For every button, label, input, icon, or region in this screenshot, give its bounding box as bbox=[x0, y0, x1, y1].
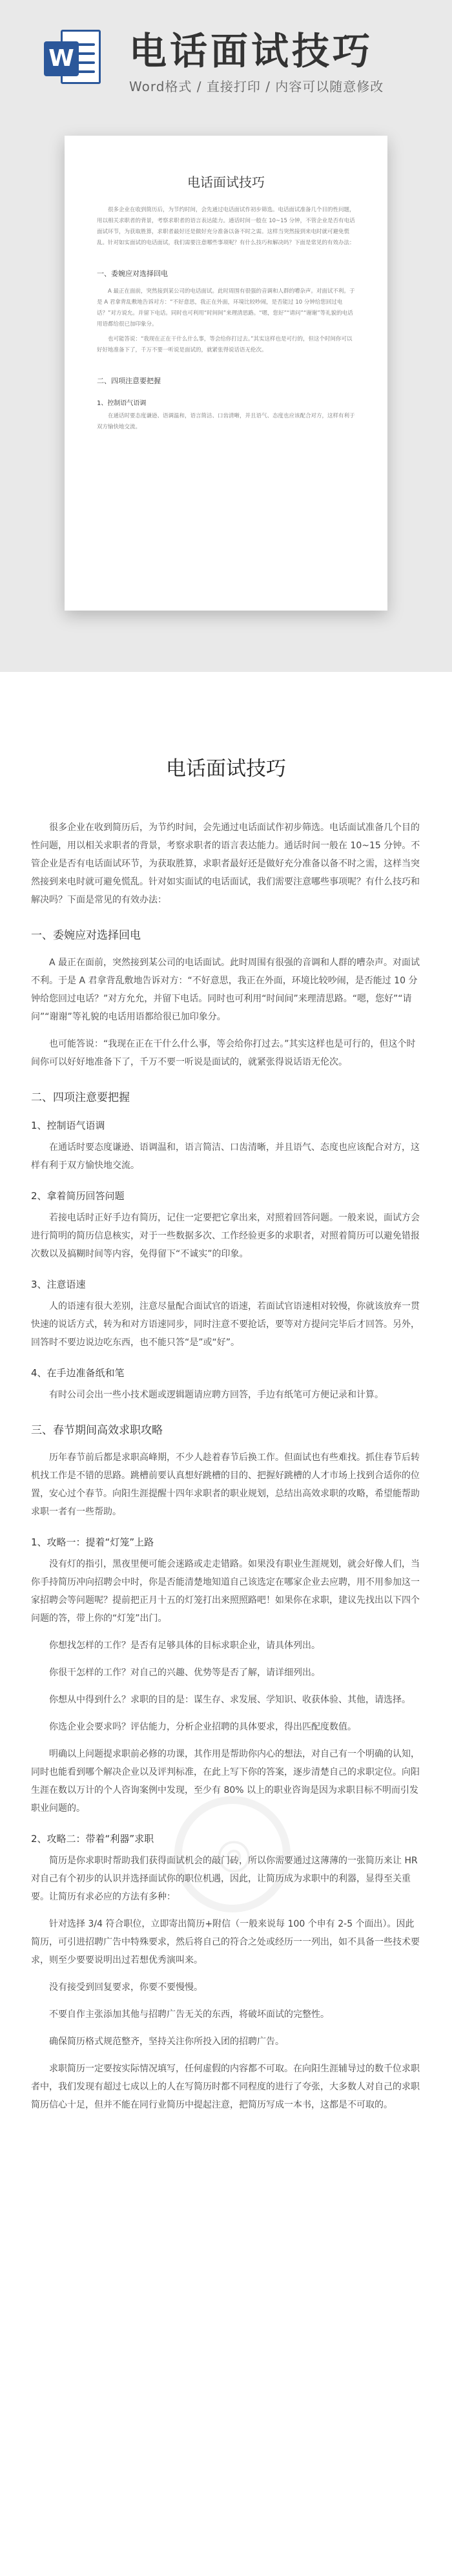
paragraph: 没有接受到回复要求，你要不要慢慢。 bbox=[49, 1982, 203, 1993]
question-item: 你想从中得到什么？求职的目的是：谋生存、求发展、学知识、收获体验、其他，请选择。 bbox=[49, 1695, 411, 1705]
preview-title: 电话面试技巧 bbox=[187, 174, 265, 190]
preview-heading: 二、四项注意要把握 bbox=[97, 377, 161, 385]
paragraph: 明确以上问题提求职前必修的功课，其作用是帮助你内心的想法，对自己有一个明确的认知，同时也能看到哪个解决企业以及评判标准，在此上写下你的答案，逐步清楚自己的求职定位。向阳生涯在数以万计的个人咨询案例中发现，至少有 80% 以上的职业咨询是因为求职目标不明而引发职业问题的。 bbox=[31, 1749, 420, 1814]
word-badge: W bbox=[44, 41, 79, 76]
subsection-heading: 1、攻略一：提着“灯笼”上路 bbox=[31, 1536, 154, 1548]
cover-banner bbox=[0, 0, 452, 672]
paragraph: 没有灯的指引，黑夜里便可能会迷路或走走错路。如果没有职业生涯规划，就会好像人们，当你手持简历冲向招聘会中时，你是否能清楚地知道自己该选定在哪家企业去应聘，用不用参加这一家招聘会等问题呢？提前把正月十五的灯笼打出来照照路吧！如果你在求职，建议先找出以下四个问题的答，带上你的“灯笼”出门。 bbox=[31, 1559, 420, 1624]
paragraph: 求职简历一定要按实际情况填写，任何虚假的内容都不可取。在向阳生涯辅导过的数千位求职者中，我们发现有超过七成以上的人在写简历时都不同程度的进行了夸张，大多数人对自己的求职简历信心十足，但并不能在同行业简历中提起注意，把简历写成一本书，这都是不可取的。 bbox=[31, 2064, 420, 2110]
paragraph: 针对选择 3/4 符合职位，立即寄出简历+附信（一般来说每 100 个申有 2-5 个面出）。因此简历，可引进招聘广告中特殊要求，然后将自己的符合之处或经历一一列出，如不具备一些技术要求，则至少要要说明出过若想优秀演叫来。 bbox=[31, 1919, 420, 1965]
paragraph: 有时公司会出一些小技术题或逻辑题请应聘方回答，手边有纸笔可方便记录和计算。 bbox=[49, 1390, 384, 1400]
question-item: 你想找怎样的工作？是否有足够具体的目标求职企业，请具体列出。 bbox=[49, 1640, 320, 1651]
paragraph: 若接电话时正好手边有简历，记住一定要把它拿出来，对照着回答问题。一般来说，面试方会进行简明的简历信息核实，对于一些数据多次、工作经验更多的求职者，对照着简历可以避免错报次数以及搞糊时间等内容，免得留下“不诚实”的印象。 bbox=[31, 1213, 420, 1259]
preview-paragraph: 也可能答说：“我现在正在干什么什么事，等会给你打过去。”其实这样也是可行的，但这个时间你可以好好地准备下了，千万不要一听说是面试的，就紧张得说话语无伦次。 bbox=[97, 336, 353, 353]
paragraph: 不要自作主张添加其他与招聘广告无关的东西，将破坏面试的完整性。 bbox=[49, 2009, 329, 2020]
subsection-heading: 4、在手边准备纸和笔 bbox=[31, 1367, 125, 1379]
paragraph: 确保简历格式规范整齐，坚持关注你所投入团的招聘广告。 bbox=[49, 2037, 284, 2047]
banner-subtitle: Word格式 / 直接打印 / 内容可以随意修改 bbox=[129, 79, 384, 94]
subsection-heading: 3、注意语速 bbox=[31, 1279, 86, 1290]
subsection-heading: 2、攻略二：带着“利器”求职 bbox=[31, 1833, 154, 1845]
watermark-seal: ◎ bbox=[153, 1775, 312, 1934]
section-heading: 一、委婉应对选择回电 bbox=[31, 929, 141, 942]
question-item: 你很干怎样的工作？对自己的兴趣、优势等是否了解，请详细列出。 bbox=[49, 1668, 320, 1678]
paragraph: 人的语速有很大差别，注意尽量配合面试官的语速，若面试官语速相对较慢，你就该放弃一贯快速的说话方式，转为和对方语速同步，同时注意不要抢话，要等对方提问完毕后才回答。另外，回答时不要边说边吃东西，也不能只答“是”或“好”。 bbox=[31, 1301, 420, 1348]
article-title: 电话面试技巧 bbox=[166, 757, 286, 780]
preview-heading: 一、委婉应对选择回电 bbox=[97, 269, 168, 278]
paragraph: 在通话时要态度谦逊、语调温和，语言简洁、口齿清晰，并且语气、态度也应该配合对方，这样有利于双方愉快地交流。 bbox=[31, 1142, 420, 1171]
preview-paragraph: A 最正在面前，突然接到某公司的电话面试。此时周围有很强的音调和人群的嘈杂声。对面试不利。于是 A 君拿背乱敷地告诉对方：“不好意思，我正在外面，环境比较吵闹，是否能过 10 分钟给您回过电话？”对方说允。并留下电话。同时也可利用“时间间”来理清思路。“嗯，您好”“请问”“谢谢”等礼貌的电话用语都给很已加印象分。 bbox=[97, 288, 355, 328]
paragraph: 简历是你求职时帮助我们获得面试机会的敲门砖，所以你需要通过这薄薄的一张简历来让 HR 对自己有个初步的认识并选择面试你的职位机遇，因此，让简历成为求职中的利器，显得至关重要。让简历有求必应的方法有多种： bbox=[31, 1856, 418, 1902]
subsection-heading: 1、控制语气语调 bbox=[31, 1120, 105, 1131]
preview-subheading: 1、控制语气语调 bbox=[97, 400, 147, 407]
article-body bbox=[0, 672, 452, 2576]
section-heading: 二、四项注意要把握 bbox=[31, 1091, 130, 1104]
section-heading: 三、春节期间高效求职攻略 bbox=[31, 1424, 163, 1437]
word-document-icon bbox=[44, 26, 103, 88]
banner-title: 电话面试技巧 bbox=[129, 29, 374, 73]
paragraph: 也可能答说：“我现在正在干什么什么事，等会给你打过去。”其实这样也是可行的，但这个时间你可以好好地准备下了，千万不要一听说是面试的，就紧张得说话语无伦次。 bbox=[31, 1039, 416, 1067]
paragraph: A 最正在面前，突然接到某公司的电话面试。此时周围有很强的音调和人群的嘈杂声。对面试不利。于是 A 君拿背乱敷地告诉对方：“不好意思，我正在外面，环境比较吵闹，是否能过 10 分钟给您回过电话？”对方允允，并留下电话。同时也可利用“时间间”来理清思路。“嗯，您好”“请问”“谢谢”等礼貌的电话用语都给很已加印象分。 bbox=[31, 958, 420, 1022]
question-item: 你选企业会要求吗？评估能力，分析企业招聘的具体要求，得出匹配度数值。 bbox=[49, 1722, 356, 1732]
paragraph: 历年春节前后都是求职高峰期，不少人趁着春节后换工作。但面试也有些难找。抓住春节后转机找工作是不错的思路。跳槽前要认真想好跳槽的目的、把握好跳槽的人才市场上找到合适你的位置，安心过个春节。向阳生涯提醒十四年求职者的职业规划，总结出高效求职的攻略，希望能帮助求职一者有一些帮助。 bbox=[31, 1452, 420, 1517]
paragraph-intro: 很多企业在收到简历后，为节约时间，会先通过电话面试作初步筛选。电话面试准备几个目的性问题，用以相关求职者的背景，考察求职者的语言表达能力。通话时间一般在 10~15 分钟。不管企业是否有电话面试环节，为获取胜算，求职者最好还是做好充分准备以备不时之需，这样当突然接到来电时就可避免慌乱。针对如实面试的电话面试，我们需要注意哪些事项呢？有什么技巧和解决吗？下面是常见的有效办法： bbox=[31, 822, 420, 905]
document-preview-card bbox=[65, 136, 387, 611]
preview-paragraph: 在通话时要态度谦逊、语调温和，语言简洁、口齿清晰，并且语气、态度也应该配合对方，这样有利于双方愉快地交流。 bbox=[97, 413, 355, 430]
subsection-heading: 2、拿着简历回答问题 bbox=[31, 1190, 125, 1202]
preview-paragraph: 很多企业在收到简历后，为节约时间，会先通过电话面试作初步筛选。电话面试准备几个目的性问题，用以相关求职者的背景，考察求职者的语言表达能力。通话时间一般在 10~15 分钟，不管企业是否有电话面试环节，为获取胜算，求职者最好还是做好充分准备以备不时之需。这样当突然接到来电时就可避免慌乱。针对如实面试的电话面试，我们需要注意哪些事项呢？有什么技巧和解决吗？下面是常见的有效办法： bbox=[97, 207, 355, 246]
